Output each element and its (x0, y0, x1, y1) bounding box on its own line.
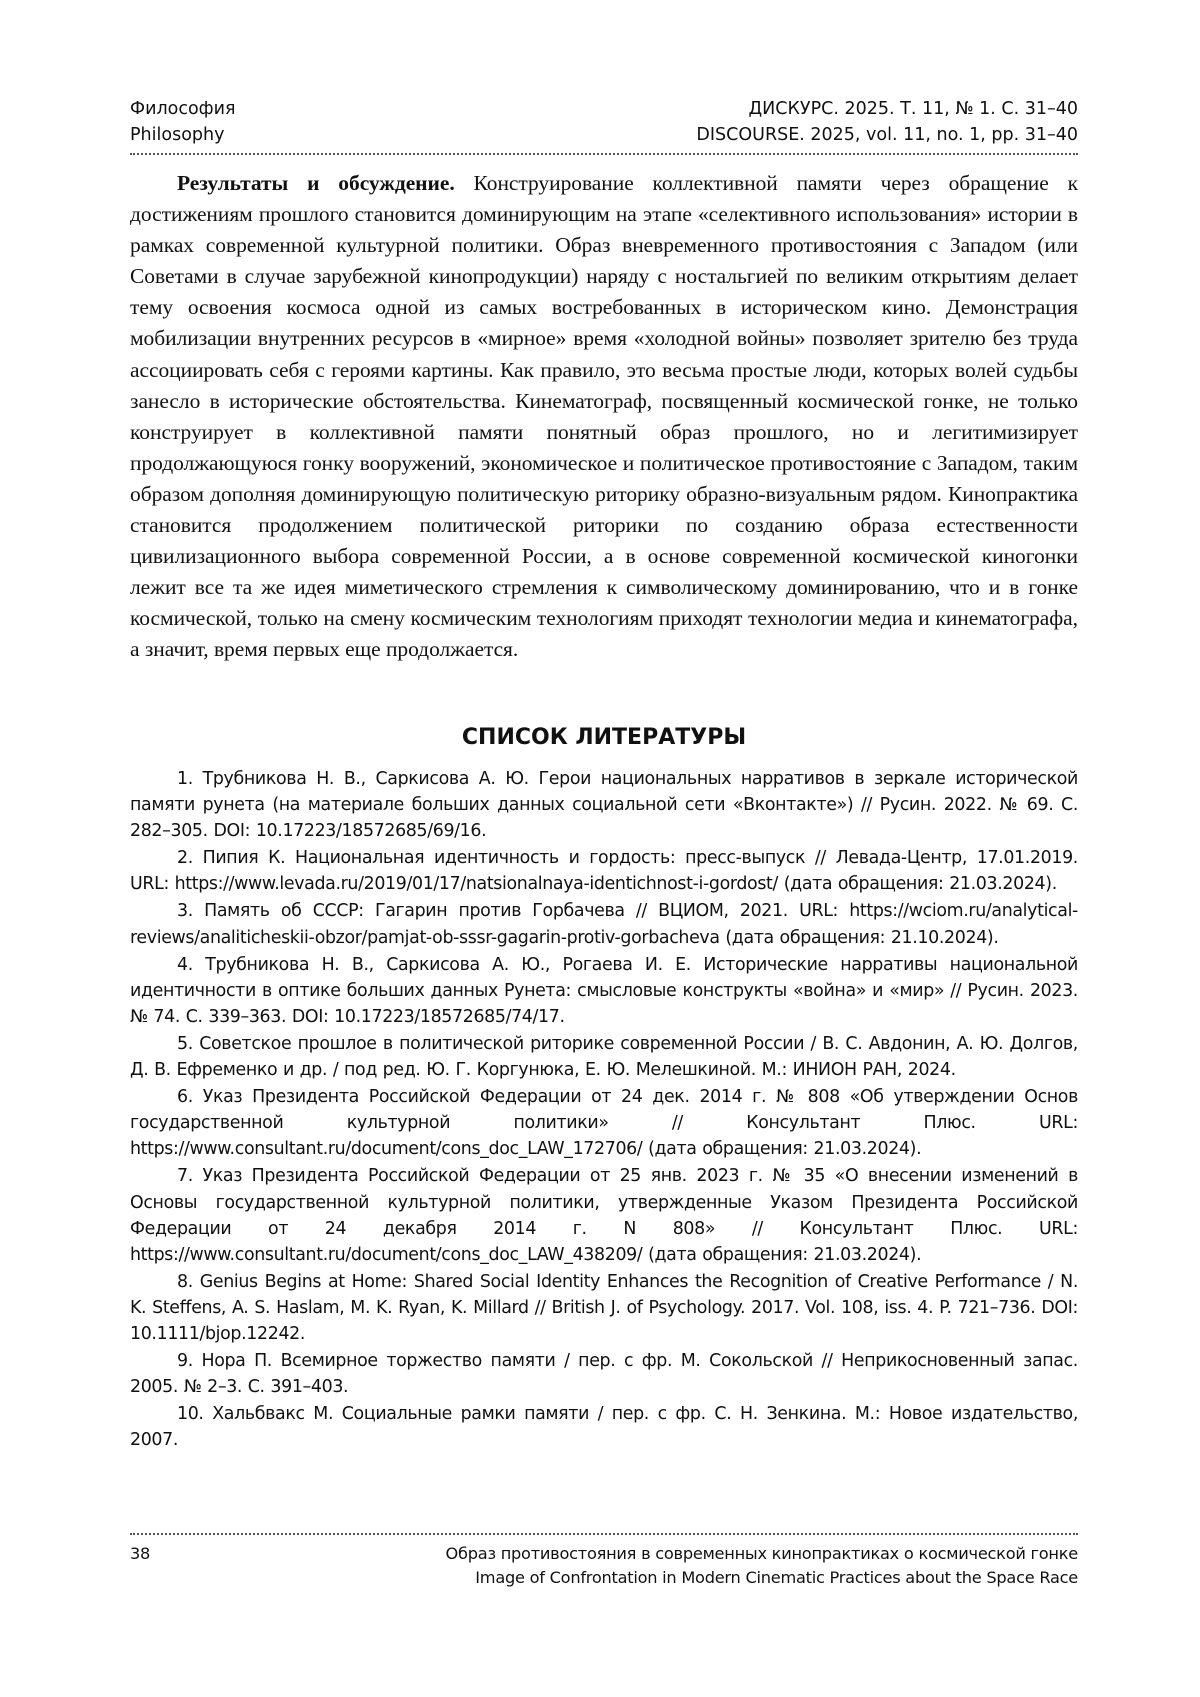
footer-title-ru: Образ противостояния в современных кинопрактиках о космической гонке (445, 1544, 1078, 1563)
header-section-en: Philosophy (130, 125, 225, 145)
journal-page (130, 96, 1078, 1656)
reference-item: 1. Трубникова Н. В., Саркисова А. Ю. Герои национальных нарративов в зеркале исторической памяти рунета (на материале больших данных социальной сети «Вконтакте») // Русин. 2022. № 69. С. 282–305. DOI: 10.17223/18572685/69/16. (130, 769, 1078, 842)
reference-item: 5. Советское прошлое в политической риторике современной России / В. С. Авдонин, А. Ю. Долгов, Д. В. Ефременко и др. / под ред. Ю. Г. Коргунюка, Е. Ю. Мелешкиной. М.: ИНИОН РАН, 2024. (130, 1033, 1078, 1081)
footer-title-en: Image of Confrontation in Modern Cinematic Practices about the Space Race (475, 1568, 1078, 1587)
reference-item: 7. Указ Президента Российской Федерации от 25 янв. 2023 г. № 35 «О внесении изменений в Основы государственной культурной политики, утвержденные Указом Президента Российской Федерации от 24 декабря 2014 г. N 808» // Консультант Плюс. URL: https://www.consultant.ru/document/cons_doc_LAW_438209/ (дата обращения: 21.03.2024). (130, 1166, 1078, 1265)
header-section-ru: Философия (130, 99, 236, 119)
references-title: СПИСОК ЛИТЕРАТУРЫ (461, 725, 747, 750)
header-journal (696, 96, 1078, 148)
reference-item: 9. Нора П. Всемирное торжество памяти / пер. с фр. М. Сокольской // Неприкосновенный запас. 2005. № 2–3. С. 391–403. (130, 1351, 1078, 1398)
reference-item: 8. Genius Begins at Home: Shared Social Identity Enhances the Recognition of Creative Performance / N. K. Steffens, A. S. Haslam, M. K. Ryan, K. Millard // British J. of Psychology. 2017. Vol. 108, iss. 4. P. 721–736. DOI: 10.1111/bjop.12242. (130, 1271, 1078, 1344)
results-heading: Результаты и обсуждение. (177, 171, 455, 195)
header-divider (130, 153, 1078, 155)
footer-divider (130, 1533, 1078, 1535)
results-section (130, 168, 1078, 666)
reference-item: 4. Трубникова Н. В., Саркисова А. Ю., Рогаева И. Е. Исторические нарративы национальной идентичности в оптике больших данных Рунета: смысловые конструкты «война» и «мир» // Русин. 2023. № 74. С. 339–363. DOI: 10.17223/18572685/74/17. (130, 954, 1078, 1027)
header-journal-ru: ДИСКУРС. 2025. Т. 11, № 1. С. 31–40 (748, 99, 1078, 119)
footer-article-titles (446, 1542, 1078, 1590)
reference-item: 2. Пипия К. Национальная идентичность и гордость: пресс-выпуск // Левада-Центр, 17.01.2019. URL: https://www.levada.ru/2019/01/17/natsionalnaya-identichnost-i-gordost/ (дата обращения: 21.03.2024). (130, 848, 1078, 895)
reference-item: 10. Хальбвакс М. Социальные рамки памяти / пер. с фр. С. Н. Зенкина. М.: Новое издательство, 2007. (130, 1404, 1078, 1451)
reference-item: 6. Указ Президента Российской Федерации от 24 дек. 2014 г. № 808 «Об утверждении Основ государственной культурной политики» // Консультант Плюс. URL: https://www.consultant.ru/document/cons_doc_LAW_172706/ (дата обращения: 21.03.2024). (130, 1087, 1078, 1160)
results-paragraph (130, 168, 1078, 666)
reference-item: 3. Память об СССР: Гагарин против Горбачева // ВЦИОМ, 2021. URL: https://wciom.ru/analytical-reviews/analiticheskii-obzor/pamjat-ob-sssr-gagarin-protiv-gorbacheva (дата обращения: 21.10.2024). (130, 901, 1078, 948)
header-section (130, 96, 236, 148)
page-number: 38 (130, 1544, 151, 1563)
reference-list (130, 766, 1078, 1454)
results-text: Конструирование коллективной памяти через обращение к достижениям прошлого становится доминирующим на этапе «селективного использования» истории в рамках современной культурной политики. Образ вневременного противостояния с Западом (или Советами в случае зарубежной кинопродукции) наряду с ностальгией по великим открытиям делает тему освоения космоса одной из самых востребованных в историческом кино. Демонстрация мобилизации внутренних ресурсов в «мирное» время «холодной войны» позволяет зрителю без труда ассоциировать себя с героями картины. Как правило, это весьма простые люди, которых волей судьбы занесло в исторические обстоятельства. Кинематограф, посвященный космической гонке, не только конструирует в коллективной памяти понятный образ прошлого, но и легитимизирует продолжающуюся гонку вооружений, экономическое и политическое противостояние с Западом, таким образом дополняя доминирующую политическую риторику образно-визуальным рядом. Кинопрактика становится продолжением политической риторики по созданию образа естественности цивилизационного выбора современной России, а в основе современной космической киногонки лежит все та же идея миметического стремления к символическому доминированию, что и в гонке космической, только на смену космическим технологиям приходят технологии медиа и кинематографа, а значит, время первых еще продолжается. (130, 171, 1078, 662)
header-journal-en: DISCOURSE. 2025, vol. 11, no. 1, pp. 31–40 (696, 125, 1078, 145)
